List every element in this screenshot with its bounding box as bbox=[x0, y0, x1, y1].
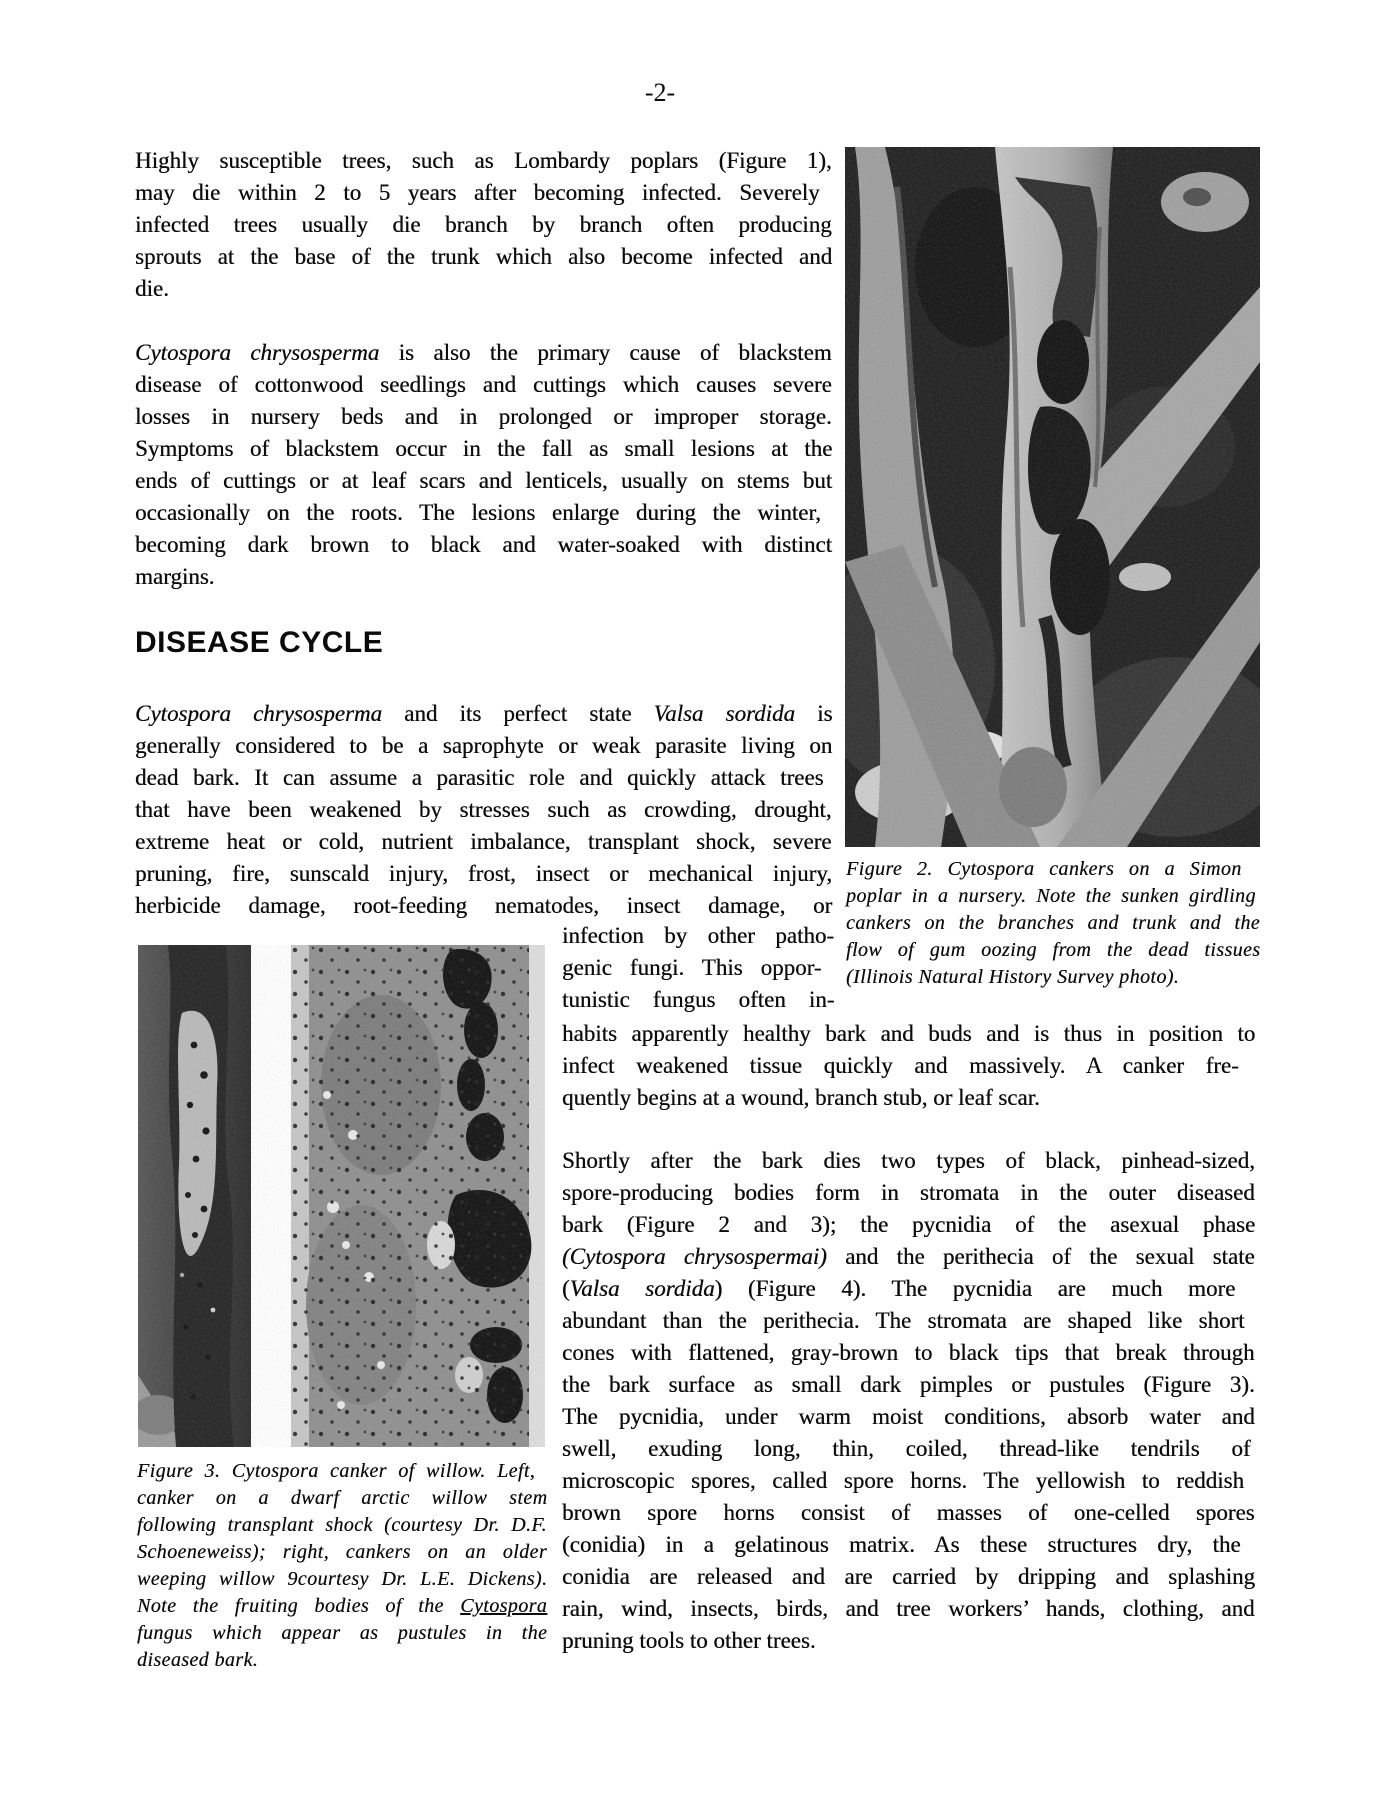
figure3-photo-willow-stems bbox=[138, 945, 545, 1447]
willow-stems-illustration bbox=[138, 945, 545, 1447]
paragraph-spore-bodies: Shortly after the bark dies two types of black, pinhead-sized, spore-producing bodies form in stromata in the outer diseased bark (Figure 2 and 3); the pycnidia of the asexual phase (Cytospora chrysospermai) and the perithecia of the sexual state (Valsa sordida) (Figure 4). The pycnidia are much more abundant than the perithecia. The stromata are shaped like short cones with flattened, gray-brown to black tips that break through the bark surface as small dark pimples or pustules (Figure 3). The pycnidia, under warm moist conditions, absorb water and swell, exuding long, thin, coiled, thread-like tendrils of microscopic spores, called spore horns. The yellowish to reddish brown spore horns consist of masses of one-celled spores (conidia) in a gelatinous matrix. As these structures dry, the conidia are released and are carried by dripping and splashing rain, wind, insects, birds, and tree workers’ hands, clothing, and pruning tools to other trees. bbox=[562, 1148, 1256, 1653]
paragraph-disease-cycle-left: Cytospora chrysosperma and its perfect state Valsa sordida is generally considered to be a saprophyte or weak parasite living on dead bark. It can assume a parasitic role and quickly attack trees that have been weakened by stresses such as crowding, drought, extreme heat or cold, nutrient imbalance, transplant shock, severe pruning, fire, sunscald injury, frost, insect or mechanical injury, herbicide damage, root-feeding nematodes, insect damage, or bbox=[135, 701, 833, 918]
figure2-caption: Figure 2. Cytospora cankers on a Simon poplar in a nursery. Note the sunken girdling cankers on the branches and trunk and the flow of gum oozing from the dead tissues (Illinois Natural History Survey photo). bbox=[846, 858, 1261, 988]
figure2-photo-poplar-trunk bbox=[845, 147, 1260, 847]
section-heading-disease-cycle: DISEASE CYCLE bbox=[135, 626, 384, 659]
poplar-trunk-illustration bbox=[845, 147, 1260, 847]
paragraph-susceptible-trees: Highly susceptible trees, such as Lombardy poplars (Figure 1), may die within 2 to 5 years after becoming infected. Severely infected trees usually die branch by branch often producing sprouts at the base of the trunk which also become infected and die. bbox=[135, 148, 833, 301]
paragraph-blackstem-disease: Cytospora chrysosperma is also the primary cause of blackstem disease of cottonwood seedlings and cuttings which causes severe losses in nursery beds and in prolonged or improper storage. Symptoms of blackstem occur in the fall as small lesions at the ends of cuttings or at leaf scars and lenticels, usually on stems but occasionally on the roots. The lesions enlarge during the winter, becoming dark brown to black and water-soaked with distinct margins. bbox=[135, 340, 833, 589]
figure3-caption: Figure 3. Cytospora canker of willow. Left, canker on a dwarf arctic willow stem following transplant shock (courtesy Dr. D.F. Schoeneweiss); right, cankers on an older weeping willow 9courtesy Dr. L.E. Dickens). Note the fruiting bodies of the Cytospora fungus which appear as pustules in the diseased bark. bbox=[137, 1460, 548, 1671]
paragraph-disease-cycle-narrow: infection by other patho- genic fungi. This oppor- tunistic fungus often in- bbox=[562, 923, 835, 1012]
paragraph-disease-cycle-wide: habits apparently healthy bark and buds and is thus in position to infect weakened tissue quickly and massively. A canker fre- quently begins at a wound, branch stub, or leaf scar. bbox=[562, 1021, 1256, 1110]
page-number: -2- bbox=[644, 78, 676, 107]
